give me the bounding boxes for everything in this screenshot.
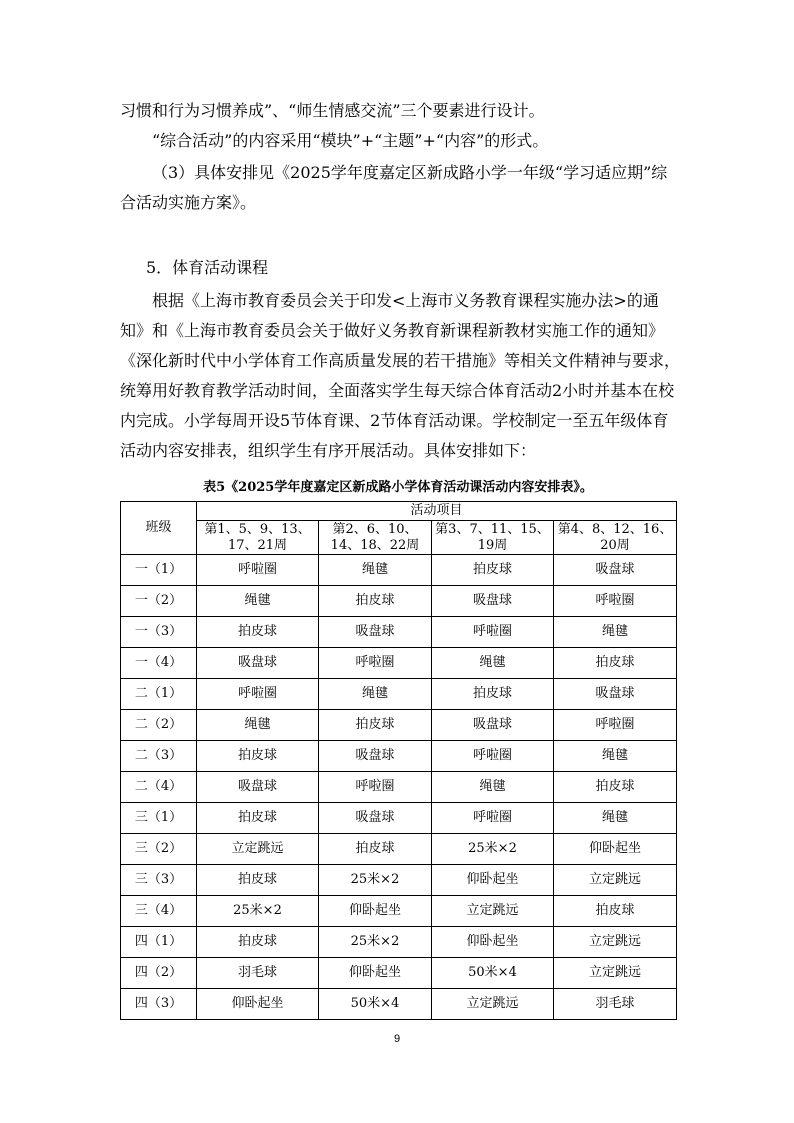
activity-cell: 绳毽 (554, 617, 677, 648)
paragraph-3: （3）具体安排见《2025学年度嘉定区新成路小学一年级“学习适应期”综合活动实施方案》。 (120, 163, 668, 212)
table-row (121, 679, 677, 710)
table-row (121, 648, 677, 679)
class-cell: 四（2） (121, 958, 197, 989)
activity-cell: 吸盘球 (197, 772, 319, 803)
table-row (121, 772, 677, 803)
activity-cell: 绳毽 (554, 741, 677, 772)
table-row (121, 617, 677, 648)
page-number: 9 (393, 1033, 401, 1045)
activity-cell: 绳毽 (432, 648, 554, 679)
activity-cell: 仰卧起坐 (319, 896, 432, 927)
activity-cell: 绳毽 (432, 772, 554, 803)
activity-cell: 拍皮球 (554, 772, 677, 803)
table-row (121, 586, 677, 617)
activity-cell: 立定跳远 (554, 927, 677, 958)
activity-cell: 呼啦圈 (197, 555, 319, 586)
class-cell: 二（2） (121, 710, 197, 741)
activity-cell: 50米×4 (319, 989, 432, 1020)
week-header: 第1、5、9、13、17、21周 (197, 521, 319, 555)
activity-cell: 拍皮球 (197, 617, 319, 648)
activity-cell: 拍皮球 (197, 865, 319, 896)
activity-cell: 立定跳远 (197, 834, 319, 865)
activity-cell: 呼啦圈 (432, 617, 554, 648)
class-cell: 四（3） (121, 989, 197, 1020)
activity-cell: 羽毛球 (197, 958, 319, 989)
activity-cell: 绳毽 (319, 555, 432, 586)
activity-cell: 吸盘球 (197, 648, 319, 679)
activity-cell: 立定跳远 (554, 958, 677, 989)
activity-cell: 仰卧起坐 (319, 958, 432, 989)
activity-cell: 吸盘球 (319, 803, 432, 834)
paragraph-1: 习惯和行为习惯养成”、“师生情感交流”三个要素进行设计。 (120, 101, 545, 120)
schedule-table-body (121, 555, 677, 1020)
class-cell: 三（2） (121, 834, 197, 865)
activity-cell: 仰卧起坐 (197, 989, 319, 1020)
table-row (121, 927, 677, 958)
paragraph-5: 根据《上海市教育委员会关于印发<上海市义务教育课程实施办法>的通知》和《上海市教育委员会关于做好义务教育新课程新教材实施工作的通知》《深化新时代中小学体育工作高质量发展的若干措施》等相关文件精神与要求，统筹用好教育教学活动时间，全面落实学生每天综合体育活动2小时并基本在校内完成。小学每周开设5节体育课、2节体育活动课。学校制定一至五年级体育活动内容安排表，组织学生有序开展活动。具体安排如下： (120, 291, 681, 460)
activity-cell: 拍皮球 (432, 679, 554, 710)
activity-cell: 仰卧起坐 (554, 834, 677, 865)
activity-cell: 拍皮球 (554, 896, 677, 927)
schedule-table (120, 501, 677, 1020)
activity-cell: 25米×2 (319, 927, 432, 958)
week-header: 第3、7、11、15、19周 (432, 521, 554, 555)
activity-cell: 呼啦圈 (554, 710, 677, 741)
activity-cell: 拍皮球 (197, 927, 319, 958)
activity-cell: 吸盘球 (554, 679, 677, 710)
activity-cell: 仰卧起坐 (432, 927, 554, 958)
class-cell: 三（1） (121, 803, 197, 834)
activity-cell: 拍皮球 (197, 803, 319, 834)
activity-cell: 吸盘球 (432, 586, 554, 617)
activity-cell: 拍皮球 (319, 586, 432, 617)
table-row (121, 803, 677, 834)
activity-cell: 拍皮球 (554, 648, 677, 679)
activity-cell: 呼啦圈 (319, 648, 432, 679)
activity-cell: 吸盘球 (319, 617, 432, 648)
class-cell: 一（4） (121, 648, 197, 679)
table-caption: 表5《2025学年度嘉定区新成路小学体育活动课活动内容安排表》。 (203, 480, 593, 495)
table-row (121, 834, 677, 865)
activity-cell: 拍皮球 (319, 834, 432, 865)
activity-cell: 25米×2 (197, 896, 319, 927)
activity-cell: 呼啦圈 (432, 803, 554, 834)
activity-cell: 立定跳远 (432, 989, 554, 1020)
class-cell: 二（1） (121, 679, 197, 710)
activity-cell: 绳毽 (197, 586, 319, 617)
activity-cell: 吸盘球 (554, 555, 677, 586)
activity-cell: 25米×2 (319, 865, 432, 896)
activity-cell: 呼啦圈 (554, 586, 677, 617)
activity-cell: 吸盘球 (432, 710, 554, 741)
activity-cell: 羽毛球 (554, 989, 677, 1020)
table-row (121, 741, 677, 772)
activity-cell: 呼啦圈 (319, 772, 432, 803)
activity-cell: 拍皮球 (319, 710, 432, 741)
activity-cell: 绳毽 (319, 679, 432, 710)
activity-cell: 绳毽 (554, 803, 677, 834)
activity-cell: 绳毽 (197, 710, 319, 741)
week-header: 第2、6、10、14、18、22周 (319, 521, 432, 555)
class-header: 班级 (121, 502, 197, 555)
class-cell: 三（3） (121, 865, 197, 896)
table-row (121, 989, 677, 1020)
table-row (121, 958, 677, 989)
class-cell: 一（2） (121, 586, 197, 617)
section-heading: 5．体育活动课程 (146, 258, 269, 277)
activity-cell: 拍皮球 (432, 555, 554, 586)
class-cell: 二（4） (121, 772, 197, 803)
activity-cell: 呼啦圈 (432, 741, 554, 772)
activity-cell: 立定跳远 (432, 896, 554, 927)
paragraph-2: “综合活动”的内容采用“模块”+“主题”+“内容”的形式。 (152, 131, 549, 150)
activity-cell: 吸盘球 (319, 741, 432, 772)
activity-cell: 立定跳远 (554, 865, 677, 896)
class-cell: 四（1） (121, 927, 197, 958)
table-row (121, 555, 677, 586)
activity-cell: 25米×2 (432, 834, 554, 865)
class-cell: 一（3） (121, 617, 197, 648)
activity-cell: 仰卧起坐 (432, 865, 554, 896)
week-header: 第4、8、12、16、20周 (554, 521, 677, 555)
activity-cell: 拍皮球 (197, 741, 319, 772)
class-cell: 二（3） (121, 741, 197, 772)
activity-group-header: 活动项目 (197, 502, 677, 521)
activity-cell: 呼啦圈 (197, 679, 319, 710)
class-cell: 三（4） (121, 896, 197, 927)
table-row (121, 896, 677, 927)
class-cell: 一（1） (121, 555, 197, 586)
table-row (121, 865, 677, 896)
table-row (121, 710, 677, 741)
activity-cell: 50米×4 (432, 958, 554, 989)
